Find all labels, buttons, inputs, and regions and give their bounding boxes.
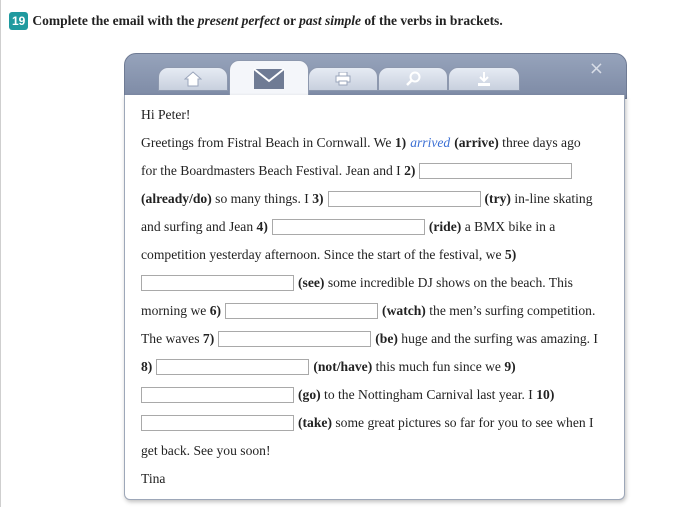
email-line-12: get back. See you soon!: [141, 443, 271, 458]
email-window-toolbar: [124, 53, 627, 99]
text: huge and the surfing was amazing. I: [397, 331, 598, 346]
answer-input-7[interactable]: [218, 331, 371, 347]
text: for the Boardmasters Beach Festival. Jean and I: [141, 163, 405, 178]
print-icon: [335, 72, 351, 86]
email-line-9: [141, 357, 516, 377]
tab-search[interactable]: [378, 67, 448, 91]
email-line-1: [141, 133, 581, 153]
email-body: [124, 95, 625, 500]
gap-number-7: 7): [202, 331, 215, 346]
verb-prompt-9: (go): [298, 387, 321, 402]
email-signature: Tina: [141, 471, 166, 486]
email-line-4: [141, 217, 555, 237]
text: three days ago: [498, 135, 581, 150]
text: the men’s surfing competition.: [425, 303, 596, 318]
example-answer: arrived: [410, 135, 451, 150]
answer-input-2[interactable]: [419, 163, 572, 179]
tab-home[interactable]: [158, 67, 228, 91]
text: some incredible DJ shows on the beach. This: [324, 275, 573, 290]
answer-input-8[interactable]: [156, 359, 309, 375]
gap-number-10: 10): [536, 387, 555, 402]
email-line-6: [141, 273, 573, 293]
instruction-term-past-simple: past simple: [299, 13, 361, 28]
instruction-text-post: of the verbs in brackets.: [360, 13, 503, 28]
email-line-3: [141, 189, 593, 209]
email-line-2: [141, 161, 572, 181]
close-icon[interactable]: ×: [588, 58, 604, 79]
exercise-instruction: [9, 10, 503, 32]
gap-number-9: 9): [504, 359, 516, 374]
text: Greetings from Fistral Beach in Cornwall. We: [141, 135, 395, 150]
gap-number-2: 2): [404, 163, 416, 178]
email-greeting: Hi Peter!: [141, 107, 191, 122]
instruction-text-mid: or: [279, 13, 300, 28]
gap-number-1: 1): [394, 135, 407, 150]
gap-number-4: 4): [256, 219, 268, 234]
email-line-10: [141, 385, 554, 405]
gap-number-8: 8): [141, 359, 153, 374]
text: and surfing and Jean: [141, 219, 257, 234]
instruction-term-present-perfect: present perfect: [197, 13, 280, 28]
verb-prompt-2: (already/do): [141, 191, 212, 206]
verb-prompt-7: (be): [375, 331, 398, 346]
email-line-5: [141, 245, 516, 265]
gap-number-5: 5): [504, 247, 517, 262]
tab-print[interactable]: [308, 67, 378, 91]
email-line-11: [141, 413, 594, 433]
answer-input-3[interactable]: [328, 191, 481, 207]
tab-mail[interactable]: [229, 60, 309, 97]
verb-prompt-8: (not/have): [313, 359, 373, 374]
text: so many things. I: [211, 191, 313, 206]
answer-input-4[interactable]: [272, 219, 425, 235]
email-line-8: [141, 329, 598, 349]
verb-prompt-10: (take): [298, 415, 332, 430]
home-icon: [184, 71, 202, 87]
answer-input-10[interactable]: [141, 415, 294, 431]
verb-prompt-6: (watch): [382, 303, 426, 318]
verb-prompt-1: (arrive): [454, 135, 499, 150]
search-icon: [405, 71, 421, 87]
verb-prompt-3: (try): [484, 191, 511, 206]
left-border: [0, 0, 1, 507]
verb-prompt-4: (ride): [428, 219, 462, 234]
text: The waves: [141, 331, 203, 346]
exercise-number-badge: 19: [9, 12, 28, 30]
text: to the Nottingham Carnival last year. I: [320, 387, 537, 402]
gap-number-6: 6): [209, 303, 222, 318]
text: competition yesterday afternoon. Since the start of the festival, we: [141, 247, 505, 262]
text: this much fun since we: [372, 359, 505, 374]
text: a BMX bike in a: [461, 219, 556, 234]
verb-prompt-5: (see): [298, 275, 325, 290]
answer-input-9[interactable]: [141, 387, 294, 403]
answer-input-6[interactable]: [225, 303, 378, 319]
download-icon: [476, 71, 492, 87]
text: morning we: [141, 303, 210, 318]
text: some great pictures so far for you to see when I: [331, 415, 594, 430]
mail-icon: [253, 68, 285, 90]
instruction-text-pre: Complete the email with the: [32, 13, 198, 28]
gap-number-3: 3): [312, 191, 324, 206]
tab-download[interactable]: [448, 67, 520, 91]
answer-input-5[interactable]: [141, 275, 294, 291]
text: in-line skating: [510, 191, 593, 206]
email-line-7: [141, 301, 595, 321]
